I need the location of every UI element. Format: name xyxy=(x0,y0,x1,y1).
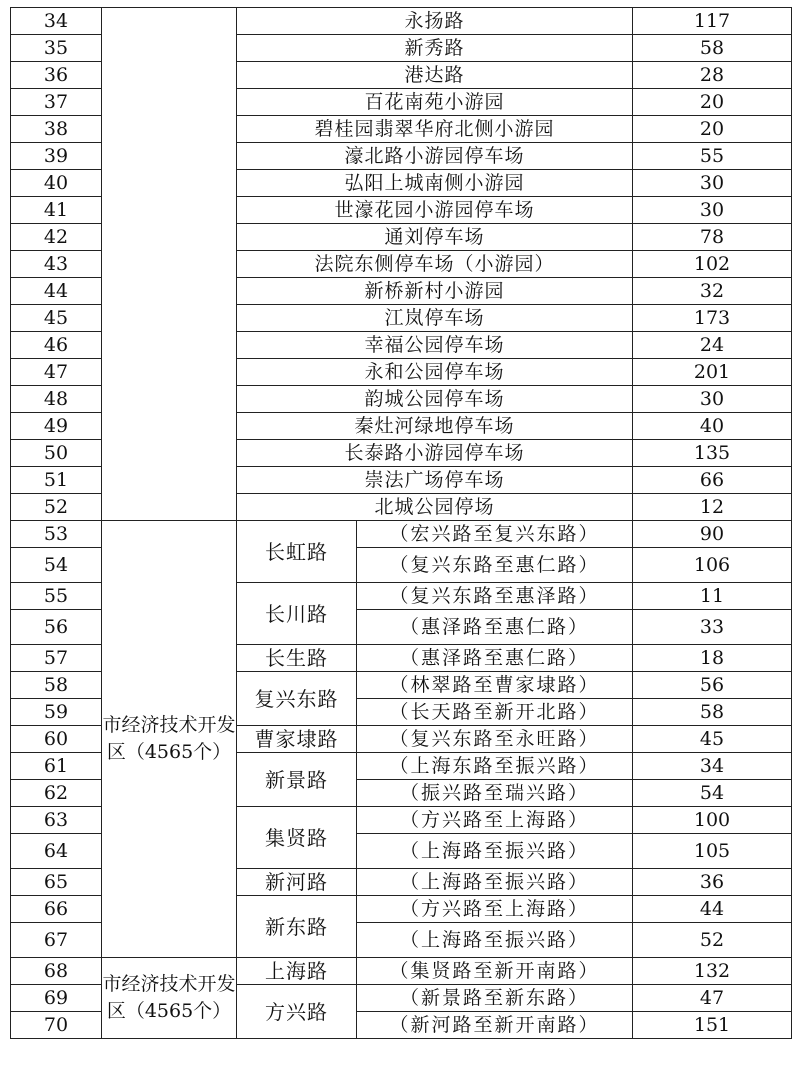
road-section: （宏兴路至复兴东路） xyxy=(357,521,633,548)
row-number: 56 xyxy=(11,610,102,645)
row-number: 34 xyxy=(11,8,102,35)
location-name: 永扬路 xyxy=(237,8,633,35)
region-cell-blank xyxy=(102,8,237,521)
space-count: 20 xyxy=(633,89,792,116)
road-section: （新河路至新开南路） xyxy=(357,1012,633,1039)
road-name: 长虹路 xyxy=(237,521,357,583)
row-number: 69 xyxy=(11,985,102,1012)
row-number: 54 xyxy=(11,548,102,583)
space-count: 201 xyxy=(633,359,792,386)
row-number: 52 xyxy=(11,494,102,521)
space-count: 135 xyxy=(633,440,792,467)
row-number: 40 xyxy=(11,170,102,197)
road-section: （上海路至振兴路） xyxy=(357,923,633,958)
road-name: 集贤路 xyxy=(237,807,357,869)
road-section: （新景路至新东路） xyxy=(357,985,633,1012)
location-name: 长泰路小游园停车场 xyxy=(237,440,633,467)
row-number: 53 xyxy=(11,521,102,548)
space-count: 106 xyxy=(633,548,792,583)
road-name: 长川路 xyxy=(237,583,357,645)
space-count: 56 xyxy=(633,672,792,699)
road-section: （长天路至新开北路） xyxy=(357,699,633,726)
space-count: 78 xyxy=(633,224,792,251)
space-count: 12 xyxy=(633,494,792,521)
row-number: 37 xyxy=(11,89,102,116)
row-number: 62 xyxy=(11,780,102,807)
space-count: 47 xyxy=(633,985,792,1012)
road-name: 复兴东路 xyxy=(237,672,357,726)
road-section: （复兴东路至惠泽路） xyxy=(357,583,633,610)
space-count: 105 xyxy=(633,834,792,869)
space-count: 34 xyxy=(633,753,792,780)
space-count: 32 xyxy=(633,278,792,305)
location-name: 世濠花园小游园停车场 xyxy=(237,197,633,224)
row-number: 41 xyxy=(11,197,102,224)
table-row xyxy=(11,8,792,35)
row-number: 67 xyxy=(11,923,102,958)
road-section: （复兴东路至惠仁路） xyxy=(357,548,633,583)
space-count: 55 xyxy=(633,143,792,170)
space-count: 58 xyxy=(633,699,792,726)
row-number: 38 xyxy=(11,116,102,143)
location-name: 江岚停车场 xyxy=(237,305,633,332)
road-section: （振兴路至瑞兴路） xyxy=(357,780,633,807)
location-name: 永和公园停车场 xyxy=(237,359,633,386)
road-section: （惠泽路至惠仁路） xyxy=(357,610,633,645)
row-number: 59 xyxy=(11,699,102,726)
row-number: 43 xyxy=(11,251,102,278)
row-number: 46 xyxy=(11,332,102,359)
row-number: 50 xyxy=(11,440,102,467)
row-number: 49 xyxy=(11,413,102,440)
road-section: （方兴路至上海路） xyxy=(357,896,633,923)
location-name: 崇法广场停车场 xyxy=(237,467,633,494)
road-name: 方兴路 xyxy=(237,985,357,1039)
space-count: 45 xyxy=(633,726,792,753)
row-number: 45 xyxy=(11,305,102,332)
location-name: 通刘停车场 xyxy=(237,224,633,251)
row-number: 65 xyxy=(11,869,102,896)
row-number: 58 xyxy=(11,672,102,699)
location-name: 百花南苑小游园 xyxy=(237,89,633,116)
location-name: 新桥新村小游园 xyxy=(237,278,633,305)
space-count: 132 xyxy=(633,958,792,985)
location-name: 韵城公园停车场 xyxy=(237,386,633,413)
location-name: 秦灶河绿地停车场 xyxy=(237,413,633,440)
road-section: （上海路至振兴路） xyxy=(357,869,633,896)
space-count: 33 xyxy=(633,610,792,645)
space-count: 20 xyxy=(633,116,792,143)
row-number: 66 xyxy=(11,896,102,923)
region-cell: 市经济技术开发区（4565个） xyxy=(102,521,237,958)
space-count: 102 xyxy=(633,251,792,278)
location-name: 法院东侧停车场（小游园） xyxy=(237,251,633,278)
row-number: 42 xyxy=(11,224,102,251)
space-count: 11 xyxy=(633,583,792,610)
row-number: 55 xyxy=(11,583,102,610)
road-section: （林翠路至曹家埭路） xyxy=(357,672,633,699)
road-name: 曹家埭路 xyxy=(237,726,357,753)
location-name: 新秀路 xyxy=(237,35,633,62)
location-name: 弘阳上城南侧小游园 xyxy=(237,170,633,197)
row-number: 68 xyxy=(11,958,102,985)
row-number: 70 xyxy=(11,1012,102,1039)
road-section: （惠泽路至惠仁路） xyxy=(357,645,633,672)
space-count: 24 xyxy=(633,332,792,359)
row-number: 44 xyxy=(11,278,102,305)
row-number: 51 xyxy=(11,467,102,494)
row-number: 35 xyxy=(11,35,102,62)
road-name: 长生路 xyxy=(237,645,357,672)
space-count: 100 xyxy=(633,807,792,834)
row-number: 57 xyxy=(11,645,102,672)
road-name: 新东路 xyxy=(237,896,357,958)
location-name: 北城公园停场 xyxy=(237,494,633,521)
location-name: 碧桂园翡翠华府北侧小游园 xyxy=(237,116,633,143)
road-name: 新景路 xyxy=(237,753,357,807)
row-number: 63 xyxy=(11,807,102,834)
space-count: 40 xyxy=(633,413,792,440)
space-count: 28 xyxy=(633,62,792,89)
road-section: （复兴东路至永旺路） xyxy=(357,726,633,753)
space-count: 18 xyxy=(633,645,792,672)
space-count: 151 xyxy=(633,1012,792,1039)
road-section: （上海东路至振兴路） xyxy=(357,753,633,780)
space-count: 44 xyxy=(633,896,792,923)
space-count: 117 xyxy=(633,8,792,35)
space-count: 66 xyxy=(633,467,792,494)
space-count: 52 xyxy=(633,923,792,958)
row-number: 64 xyxy=(11,834,102,869)
road-section: （上海路至振兴路） xyxy=(357,834,633,869)
space-count: 90 xyxy=(633,521,792,548)
road-name: 上海路 xyxy=(237,958,357,985)
location-name: 幸福公园停车场 xyxy=(237,332,633,359)
road-name: 新河路 xyxy=(237,869,357,896)
region-cell: 市经济技术开发区（4565个） xyxy=(102,958,237,1039)
row-number: 61 xyxy=(11,753,102,780)
row-number: 39 xyxy=(11,143,102,170)
space-count: 30 xyxy=(633,197,792,224)
space-count: 173 xyxy=(633,305,792,332)
table-row xyxy=(11,521,792,548)
location-name: 濠北路小游园停车场 xyxy=(237,143,633,170)
space-count: 54 xyxy=(633,780,792,807)
table-row xyxy=(11,958,792,985)
space-count: 30 xyxy=(633,170,792,197)
road-section: （集贤路至新开南路） xyxy=(357,958,633,985)
row-number: 48 xyxy=(11,386,102,413)
space-count: 36 xyxy=(633,869,792,896)
location-name: 港达路 xyxy=(237,62,633,89)
space-count: 30 xyxy=(633,386,792,413)
road-section: （方兴路至上海路） xyxy=(357,807,633,834)
row-number: 60 xyxy=(11,726,102,753)
row-number: 36 xyxy=(11,62,102,89)
parking-table xyxy=(10,7,792,1039)
space-count: 58 xyxy=(633,35,792,62)
row-number: 47 xyxy=(11,359,102,386)
